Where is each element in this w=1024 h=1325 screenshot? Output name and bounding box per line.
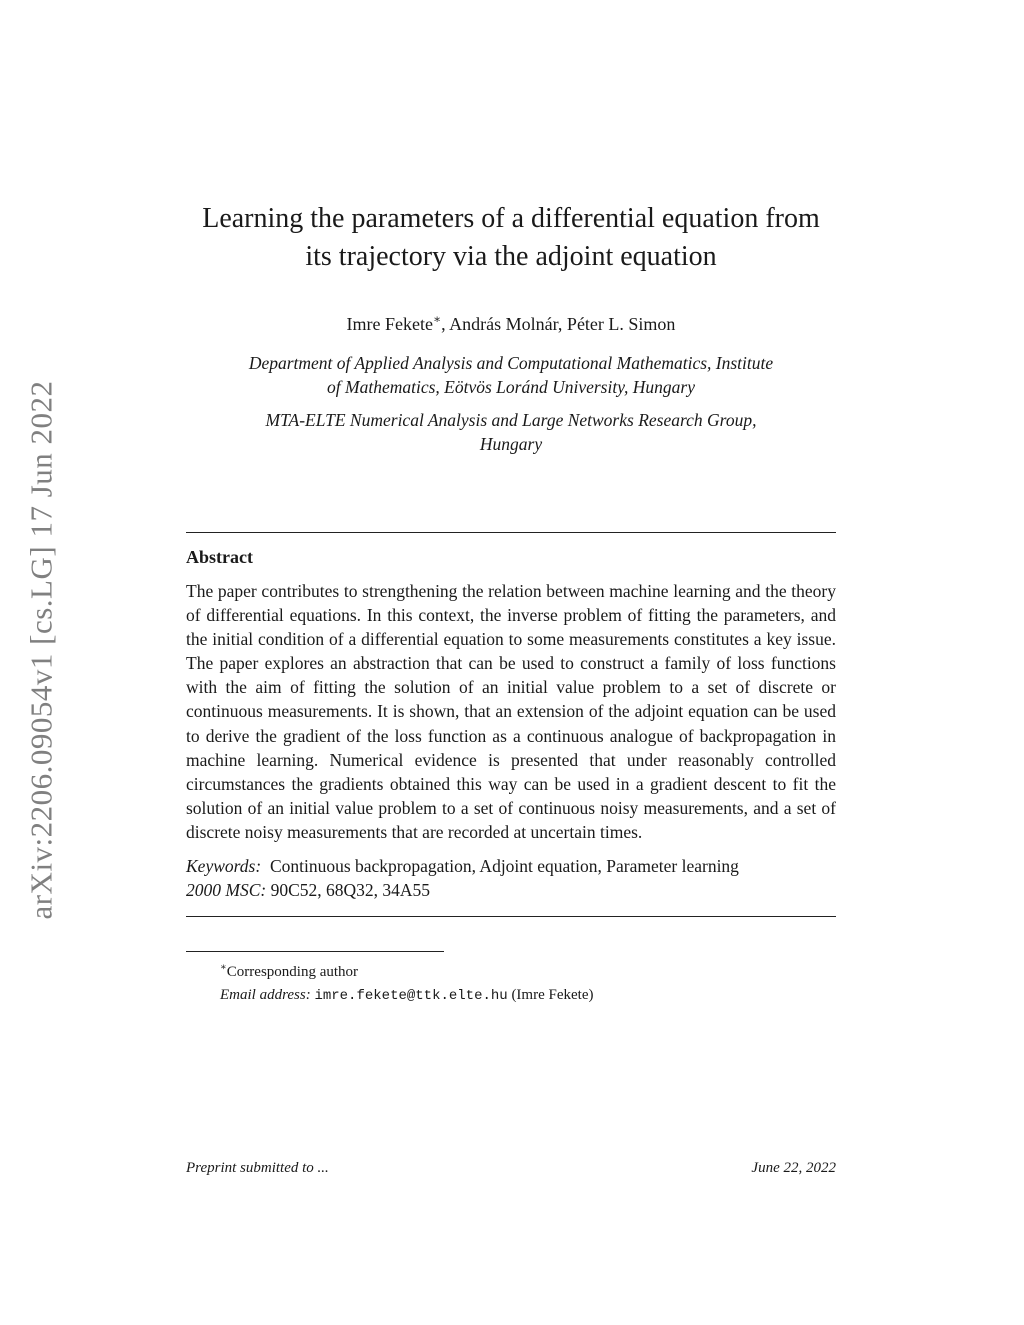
- abstract-top-rule: [186, 532, 836, 533]
- email-label: Email address:: [220, 987, 311, 1004]
- footnote-corresponding: [186, 957, 836, 983]
- title-line-1: Learning the parameters of a differential equation from: [202, 203, 820, 234]
- keywords-label: Keywords:: [186, 856, 262, 877]
- affiliation-1-line-2: of Mathematics, Eötvös Loránd University, Hungary: [327, 377, 695, 397]
- keywords-value: Continuous backpropagation, Adjoint equation, Parameter learning: [269, 856, 739, 877]
- title-line-2: its trajectory via the adjoint equation: [305, 241, 717, 272]
- arxiv-identifier-stamp: [14, 355, 70, 945]
- affiliation-2-line-1: MTA-ELTE Numerical Analysis and Large Networks Research Group,: [265, 410, 757, 430]
- author-names-rest: , András Molnár, Péter L. Simon: [441, 314, 676, 334]
- footer-date: June 22, 2022: [751, 1160, 836, 1176]
- footnote-rule: [186, 951, 444, 952]
- corresponding-author-mark: ∗: [433, 312, 442, 326]
- email-address-link[interactable]: imre.fekete@ttk.elte.hu: [314, 988, 508, 1005]
- footnote-mark: ∗: [220, 962, 227, 974]
- affiliation-1: [186, 351, 836, 399]
- affiliation-2-line-2: Hungary: [479, 434, 543, 454]
- msc-label: 2000 MSC:: [186, 880, 267, 901]
- paper-title: [186, 200, 836, 276]
- front-matter: [186, 200, 836, 1007]
- affiliation-2: [186, 408, 836, 456]
- footnote-corresponding-text: Corresponding author: [226, 964, 359, 981]
- abstract-bottom-rule: [186, 916, 836, 917]
- email-owner: (Imre Fekete): [511, 987, 594, 1004]
- author-name-1: Imre Fekete: [346, 314, 434, 334]
- msc-classification: [186, 878, 836, 902]
- footnote-email: [186, 985, 836, 1007]
- arxiv-identifier-text: arXiv:2206.09054v1 [cs.LG] 17 Jun 2022: [24, 380, 59, 920]
- abstract-body: The paper contributes to strengthening the relation between machine learning and the theory of differential equations. In this context, the inverse problem of fitting the parameters, and the initial condition of a differential equation to some measurements constitutes a key issue. The paper explores an abstraction that can be used to construct a family of loss functions with the aim of fitting the solution of an initial value problem to a set of discrete or continuous measurements. It is shown, that an extension of the adjoint equation can be used to derive the gradient of the loss function as a continuous analogue of backpropagation in machine learning. Numerical evidence is presented that under reasonably controlled circumstances the gradients obtained this way can be used in a gradient descent to fit the solution of an initial value problem to a set of continuous noisy measurements, and a set of discrete noisy measurements that are recorded at uncertain times.: [186, 581, 836, 842]
- affiliation-1-line-1: Department of Applied Analysis and Computational Mathematics, Institute: [248, 353, 774, 373]
- footer-preprint-note: Preprint submitted to ...: [186, 1160, 329, 1176]
- author-list: [186, 312, 836, 335]
- keywords: [186, 854, 836, 878]
- abstract-heading: Abstract: [186, 547, 253, 567]
- page-footer: [186, 1160, 836, 1177]
- msc-value: 90C52, 68Q32, 34A55: [270, 880, 431, 901]
